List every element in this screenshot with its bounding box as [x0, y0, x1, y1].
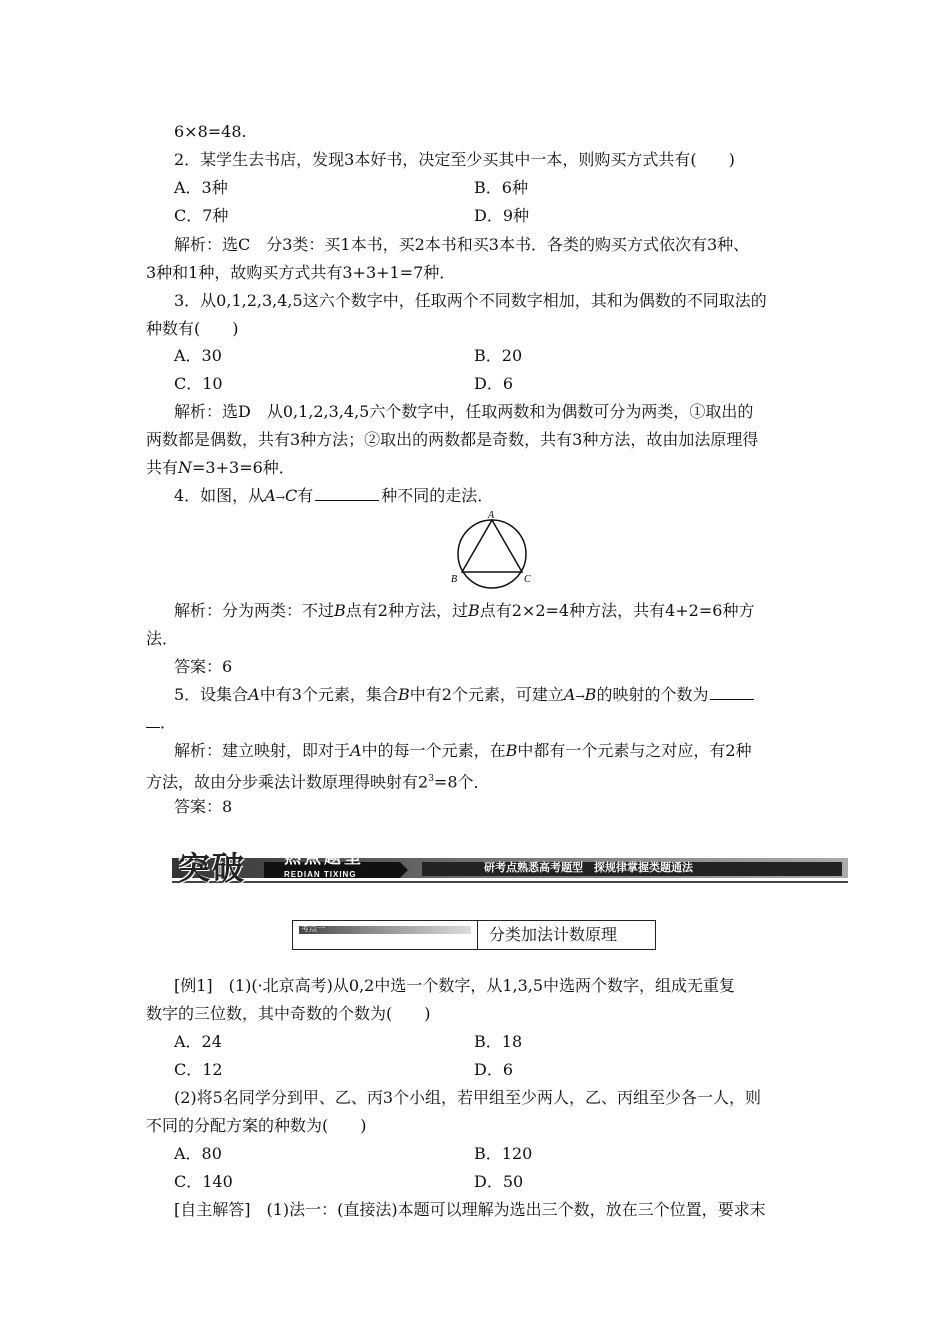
option-b: B．20: [474, 346, 523, 365]
example-1: [例1] (1)(·北京高考)从0,2中选一个数字，从1,3,5中选两个数字，组成无重复: [174, 976, 736, 995]
circle-triangle-figure: [446, 508, 538, 590]
vertex-label-b: B: [451, 574, 458, 585]
option-b: B．18: [474, 1032, 523, 1051]
banner-pinyin: REDIAN TIXING: [284, 870, 357, 879]
question-5-cont: ．: [146, 713, 176, 733]
option-a: A．3种: [174, 178, 228, 197]
banner-big-text: 突破: [178, 849, 247, 887]
question-3-cont: 种数有( ): [146, 319, 239, 338]
example-1-part2: (2)将5名同学分到甲、乙、丙3个小组，若甲组至少两人，乙、丙组至少各一人，则: [174, 1088, 762, 1107]
question-4: 4．如图，从A→C有 种不同的走法．: [174, 486, 494, 505]
answer-blank: [710, 685, 754, 700]
solution-line: 法．: [146, 629, 179, 648]
option-c: C．12: [174, 1060, 223, 1079]
text-line: 6×8=48.: [174, 122, 247, 141]
option-d: D．6: [474, 1060, 514, 1079]
solution-line: 解析：分为两类：不过B点有2种方法，过B点有2×2=4种方法，共有4+2=6种方: [174, 601, 755, 620]
question-3: 3．从0,1,2,3,4,5这六个数字中，任取两个不同数字相加，其和为偶数的不同取法的: [174, 291, 767, 310]
banner-title: 热点题型: [284, 848, 364, 868]
solution-line: 两数都是偶数，共有3种方法；②取出的两数都是奇数，共有3种方法，故由加法原理得: [146, 430, 759, 449]
banner-slogan: 研考点熟悉高考题型 探规律掌握类题通法: [484, 861, 693, 874]
circumcircle: [458, 520, 526, 588]
solution-line: 解析：选D 从0,1,2,3,4,5六个数字中，任取两数和为偶数可分为两类，①取出的: [174, 402, 754, 421]
option-b: B．120: [474, 1144, 533, 1163]
self-answer-line: [自主解答] (1)法一：(直接法)本题可以理解为选出三个数，放在三个位置，要求末: [174, 1200, 766, 1219]
option-c: C．10: [174, 374, 223, 393]
question-5: 5．设集合A中有3个元素，集合B中有2个元素，可建立A→B的映射的个数为: [174, 685, 754, 707]
solution-line: 解析：选C 分3类：买1本书，买2本书和买3本书．各类的购买方式依次有3种、: [174, 235, 750, 254]
section-banner: [172, 848, 848, 888]
example-1-cont: 数字的三位数，其中奇数的个数为( ): [146, 1004, 431, 1023]
answer-line: 答案：6: [174, 657, 233, 676]
vertex-label-c: C: [524, 574, 531, 585]
answer-blank: [146, 713, 160, 728]
solution-line: 共有N=3+3=6种．: [146, 458, 295, 477]
option-a: A．30: [174, 346, 222, 365]
answer-blank: [315, 486, 379, 501]
option-c: C．7种: [174, 206, 229, 225]
solution-line: 解析：建立映射，即对于A中的每一个元素，在B中都有一个元素与之对应，有2种: [174, 741, 752, 760]
question-2: 2．某学生去书店，发现3本好书，决定至少买其中一本，则购买方式共有( ): [174, 150, 735, 169]
solution-line: 方法，故由分步乘法计数原理得映射有$2^3=8$个．: [146, 772, 490, 792]
option-b: B．6种: [474, 178, 528, 197]
tag-title: 分类加法计数原理: [489, 925, 618, 944]
option-c: C．140: [174, 1172, 233, 1191]
example-1-part2-cont: 不同的分配方案的种数为( ): [146, 1116, 367, 1135]
solution-line: 3种和1种，故购买方式共有3+3+1=7种．: [146, 263, 456, 282]
tag-label: 考点一: [301, 924, 325, 933]
answer-line: 答案：8: [174, 797, 233, 816]
topic-tag: [292, 920, 656, 950]
option-d: D．6: [474, 374, 514, 393]
option-d: D．50: [474, 1172, 524, 1191]
option-a: A．80: [174, 1144, 222, 1163]
option-a: A．24: [174, 1032, 222, 1051]
option-d: D．9种: [474, 206, 530, 225]
vertex-label-a: A: [488, 510, 495, 521]
